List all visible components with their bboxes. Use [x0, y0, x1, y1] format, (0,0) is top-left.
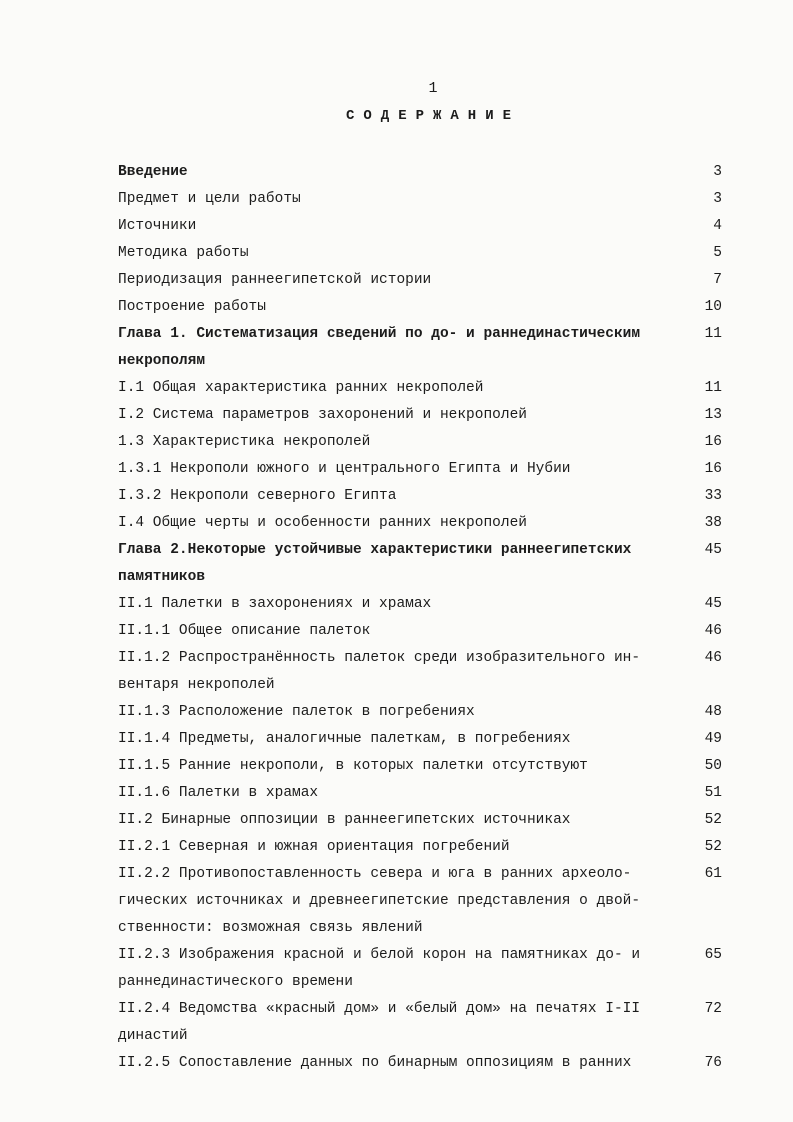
- toc-entry-page: 16: [704, 461, 722, 477]
- table-of-contents: [118, 159, 722, 1077]
- toc-entry: [118, 780, 722, 807]
- toc-entry: [118, 996, 722, 1050]
- toc-entry-line: II.2.5 Сопоставление данных по бинарным оппозициям в ранних: [118, 1055, 632, 1071]
- toc-entry-title: [118, 483, 688, 510]
- toc-entry-page: 45: [704, 542, 722, 558]
- toc-entry-line: 1.3.1 Некрополи южного и центрального Египта и Нубии: [118, 461, 571, 477]
- toc-entry: [118, 1050, 722, 1077]
- toc-entry-page: 7: [713, 272, 722, 288]
- toc-entry-page: 10: [704, 299, 722, 315]
- toc-entry-line: II.2.1 Северная и южная ориентация погребений: [118, 839, 510, 855]
- toc-entry-line: II.1.5 Ранние некрополи, в которых палетки отсутствуют: [118, 758, 588, 774]
- toc-entry-page: 5: [713, 245, 722, 261]
- toc-entry-page: 46: [704, 623, 722, 639]
- toc-entry-line: I.4 Общие черты и особенности ранних некрополей: [118, 515, 527, 531]
- toc-entry-title: [118, 699, 688, 726]
- toc-entry-line: Введение: [118, 164, 188, 180]
- toc-entry-line: I.3.2 Некрополи северного Египта: [118, 488, 397, 504]
- toc-entry-page: 13: [704, 407, 722, 423]
- toc-entry-line: династий: [118, 1028, 188, 1044]
- toc-entry-line: 1.3 Характеристика некрополей: [118, 434, 371, 450]
- toc-entry-line: раннединастического времени: [118, 974, 353, 990]
- toc-entry-title: [118, 510, 688, 537]
- toc-entry-title: [118, 402, 688, 429]
- toc-entry: [118, 510, 722, 537]
- toc-entry-page: 49: [704, 731, 722, 747]
- toc-entry-title: [118, 213, 688, 240]
- toc-entry: [118, 699, 722, 726]
- toc-entry-page: 3: [713, 191, 722, 207]
- toc-entry-line: II.2.2 Противопоставленность севера и юга в ранних археоло-: [118, 866, 632, 882]
- toc-entry: [118, 537, 722, 591]
- toc-entry: [118, 834, 722, 861]
- toc-entry-page: 51: [704, 785, 722, 801]
- toc-entry-line: Методика работы: [118, 245, 249, 261]
- toc-entry-title: [118, 807, 688, 834]
- toc-entry: [118, 618, 722, 645]
- toc-entry-page: 33: [704, 488, 722, 504]
- toc-entry: [118, 591, 722, 618]
- toc-entry-title: [118, 645, 688, 699]
- toc-entry-page: 65: [704, 947, 722, 963]
- toc-entry-title: [118, 186, 688, 213]
- toc-entry-page: 38: [704, 515, 722, 531]
- toc-entry-line: I.2 Система параметров захоронений и некрополей: [118, 407, 527, 423]
- toc-entry: [118, 186, 722, 213]
- toc-entry-page: 52: [704, 839, 722, 855]
- toc-entry: [118, 213, 722, 240]
- toc-entry-line: II.1.4 Предметы, аналогичные палеткам, в погребениях: [118, 731, 571, 747]
- toc-entry: [118, 294, 722, 321]
- toc-entry-line: гических источниках и древнеегипетские представления о двой-: [118, 893, 641, 909]
- toc-entry-page: 16: [704, 434, 722, 450]
- toc-entry-line: II.1.3 Расположение палеток в погребениях: [118, 704, 475, 720]
- toc-entry-line: некрополям: [118, 353, 206, 369]
- toc-entry-title: [118, 618, 688, 645]
- toc-entry-title: [118, 753, 688, 780]
- toc-entry: [118, 942, 722, 996]
- toc-entry-title: [118, 591, 688, 618]
- toc-entry-page: 48: [704, 704, 722, 720]
- toc-entry-line: I.1 Общая характеристика ранних некрополей: [118, 380, 484, 396]
- toc-entry: [118, 240, 722, 267]
- toc-entry-page: 3: [713, 164, 722, 180]
- toc-entry-title: [118, 456, 688, 483]
- toc-entry: [118, 375, 722, 402]
- toc-entry-line: II.1.2 Распространённость палеток среди изобразительного ин-: [118, 650, 641, 666]
- toc-entry: [118, 402, 722, 429]
- toc-entry-title: [118, 780, 688, 807]
- toc-entry-title: [118, 942, 688, 996]
- toc-entry: [118, 726, 722, 753]
- toc-entry-page: 11: [704, 326, 722, 342]
- page-title: СОДЕРЖАНИЕ: [345, 108, 520, 124]
- toc-entry: [118, 753, 722, 780]
- toc-entry-page: 46: [704, 650, 722, 666]
- toc-entry-page: 61: [704, 866, 722, 882]
- toc-entry-line: Предмет и цели работы: [118, 191, 301, 207]
- toc-entry-line: Глава 2.Некоторые устойчивые характеристики раннеегипетских: [118, 542, 632, 558]
- toc-entry-title: [118, 375, 688, 402]
- toc-entry-page: 45: [704, 596, 722, 612]
- toc-entry: [118, 807, 722, 834]
- toc-entry-line: II.2.4 Ведомства «красный дом» и «белый дом» на печатях I-II: [118, 1001, 641, 1017]
- toc-entry-page: 72: [704, 1001, 722, 1017]
- toc-entry-title: [118, 429, 688, 456]
- toc-entry-line: II.1.6 Палетки в храмах: [118, 785, 319, 801]
- toc-entry-line: II.1.1 Общее описание палеток: [118, 623, 371, 639]
- toc-entry-page: 76: [704, 1055, 722, 1071]
- toc-entry-title: [118, 861, 688, 942]
- toc-entry: [118, 456, 722, 483]
- toc-entry-line: II.1 Палетки в захоронениях и храмах: [118, 596, 432, 612]
- toc-entry-page: 50: [704, 758, 722, 774]
- toc-entry-line: ственности: возможная связь явлений: [118, 920, 423, 936]
- toc-entry-title: [118, 267, 688, 294]
- toc-entry: [118, 321, 722, 375]
- toc-entry-title: [118, 834, 688, 861]
- toc-entry-line: памятников: [118, 569, 206, 585]
- toc-entry-title: [118, 321, 688, 375]
- toc-entry-title: [118, 1050, 688, 1077]
- toc-entry-line: Глава 1. Систематизация сведений по до- и раннединастическим: [118, 326, 641, 342]
- toc-entry-title: [118, 294, 688, 321]
- toc-entry-line: II.2.3 Изображения красной и белой корон на памятниках до- и: [118, 947, 641, 963]
- toc-entry-title: [118, 159, 688, 186]
- toc-entry-title: [118, 240, 688, 267]
- toc-entry-line: Источники: [118, 218, 197, 234]
- toc-entry-page: 52: [704, 812, 722, 828]
- toc-entry-title: [118, 726, 688, 753]
- toc-entry-page: 4: [713, 218, 722, 234]
- toc-entry-line: Периодизация раннеегипетской истории: [118, 272, 432, 288]
- toc-entry: [118, 159, 722, 186]
- toc-entry-title: [118, 996, 688, 1050]
- toc-entry-line: вентаря некрополей: [118, 677, 275, 693]
- toc-entry: [118, 861, 722, 942]
- toc-entry-page: 11: [704, 380, 722, 396]
- toc-entry-line: Построение работы: [118, 299, 266, 315]
- toc-entry: [118, 429, 722, 456]
- toc-entry-title: [118, 537, 688, 591]
- page-number: 1: [428, 80, 438, 97]
- toc-entry: [118, 267, 722, 294]
- toc-entry: [118, 483, 722, 510]
- toc-entry-line: II.2 Бинарные оппозиции в раннеегипетских источниках: [118, 812, 571, 828]
- toc-entry: [118, 645, 722, 699]
